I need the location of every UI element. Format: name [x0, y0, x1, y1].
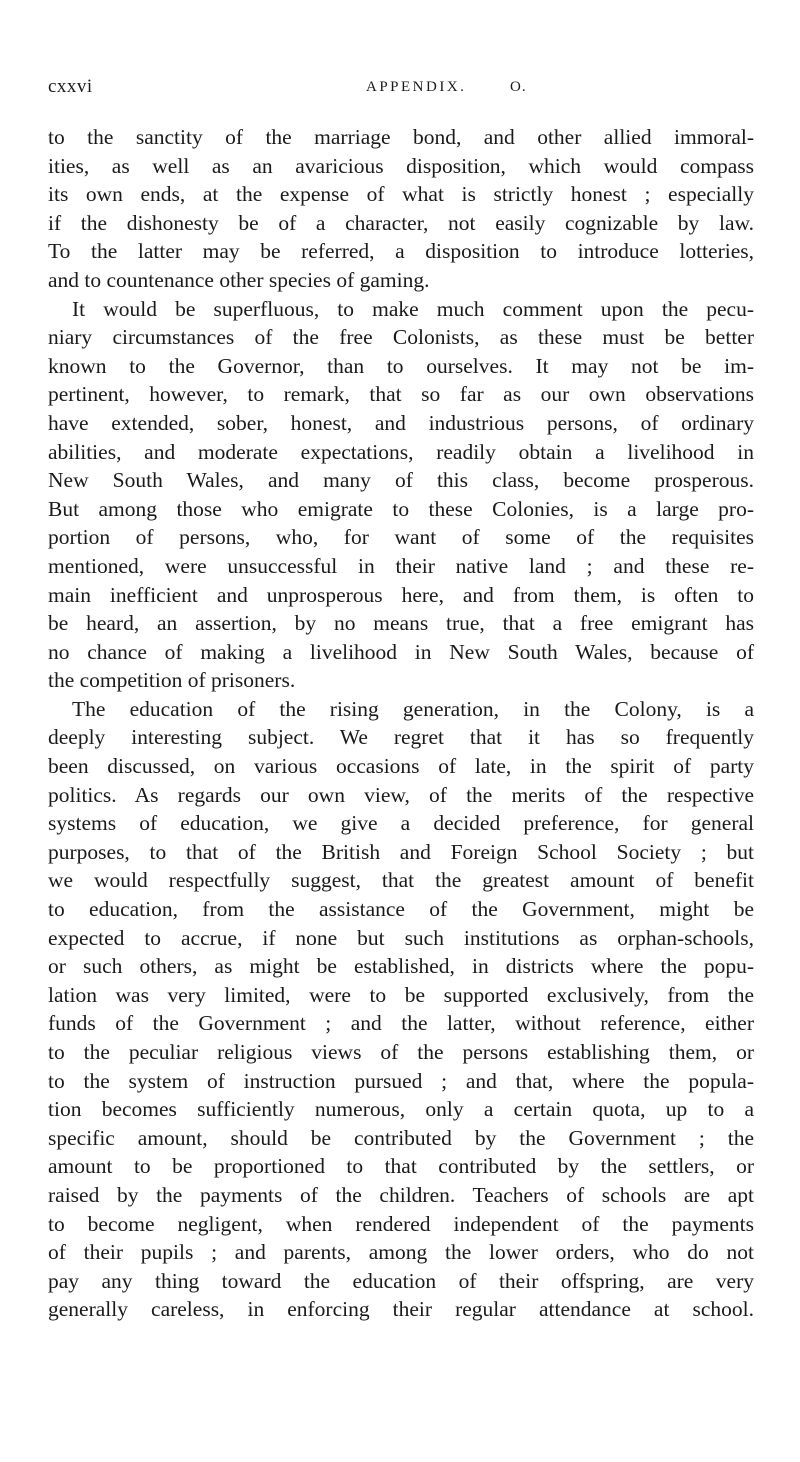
text-line: to the system of instruction pursued ; and that, where the popula- — [48, 1068, 754, 1093]
text-line: To the latter may be referred, a disposition to introduce lotteries, — [48, 239, 754, 264]
text-line: to the sanctity of the marriage bond, and other allied immoral- — [48, 125, 754, 149]
text-line: pertinent, however, to remark, that so far as our own observations — [48, 382, 754, 407]
text-line: no chance of making a livelihood in New South Wales, because of — [48, 639, 754, 664]
text-line: raised by the payments of the children. Teachers of schools are apt — [48, 1182, 754, 1207]
text-line: to education, from the assistance of the Government, might be — [48, 897, 754, 922]
body-text — [48, 123, 754, 1324]
text-line: been discussed, on various occasions of late, in the spirit of party — [48, 754, 754, 779]
text-line: to become negligent, when rendered independent of the payments — [48, 1211, 754, 1236]
text-line: pay any thing toward the education of their offspring, are very — [48, 1268, 754, 1293]
appendix-letter: O. — [510, 79, 527, 95]
text-line: the competition of prisoners. — [48, 668, 296, 693]
running-title: APPENDIX. — [366, 79, 467, 95]
text-line: of their pupils ; and parents, among the lower orders, who do not — [48, 1240, 754, 1265]
text-line: be heard, an assertion, by no means true, that a free emigrant has — [48, 611, 754, 636]
text-line: and to countenance other species of gaming. — [48, 267, 430, 292]
text-line: deeply interesting subject. We regret that it has so frequently — [48, 725, 754, 750]
text-line: mentioned, were unsuccessful in their native land ; and these re- — [48, 553, 754, 578]
text-line: niary circumstances of the free Colonists, as these must be better — [48, 325, 754, 350]
text-line: systems of education, we give a decided preference, for general — [48, 811, 754, 836]
text-line: tion becomes sufficiently numerous, only a certain quota, up to a — [48, 1097, 754, 1122]
text-line: funds of the Government ; and the latter, without reference, either — [48, 1011, 754, 1036]
text-line: to the peculiar religious views of the persons establishing them, or — [48, 1040, 754, 1064]
text-line: purposes, to that of the British and Foreign School Society ; but — [48, 839, 754, 864]
text-line: expected to accrue, if none but such institutions as orphan-schools, — [48, 925, 754, 950]
text-line: generally careless, in enforcing their regular attendance at school. — [48, 1297, 754, 1322]
text-line: It would be superfluous, to make much comment upon the pecu- — [72, 296, 754, 321]
text-line: known to the Governor, than to ourselves. It may not be im- — [48, 353, 754, 378]
text-line: have extended, sober, honest, and industrious persons, of ordinary — [48, 410, 754, 435]
text-line: ities, as well as an avaricious disposition, which would compass — [48, 153, 754, 178]
text-line: New South Wales, and many of this class, become prosperous. — [48, 468, 754, 493]
text-line: main inefficient and unprosperous here, and from them, is often to — [48, 582, 754, 607]
page-number: cxxvi — [48, 76, 93, 97]
text-line: specific amount, should be contributed by the Government ; the — [48, 1125, 754, 1150]
text-line: amount to be proportioned to that contributed by the settlers, or — [48, 1154, 754, 1179]
text-line: lation was very limited, were to be supported exclusively, from the — [48, 982, 754, 1007]
running-head — [48, 76, 752, 104]
text-line: we would respectfully suggest, that the greatest amount of benefit — [48, 868, 754, 893]
text-line: politics. As regards our own view, of the merits of the respective — [48, 782, 754, 807]
text-line: But among those who emigrate to these Colonies, is a large pro- — [48, 496, 754, 521]
text-line: or such others, as might be established, in districts where the popu- — [48, 954, 754, 979]
text-line: if the dishonesty be of a character, not easily cognizable by law. — [48, 210, 754, 235]
text-line: its own ends, at the expense of what is strictly honest ; especially — [48, 182, 754, 207]
text-line: The education of the rising generation, in the Colony, is a — [72, 696, 754, 721]
text-line: portion of persons, who, for want of some of the requisites — [48, 525, 754, 550]
text-line: abilities, and moderate expectations, readily obtain a livelihood in — [48, 439, 754, 464]
